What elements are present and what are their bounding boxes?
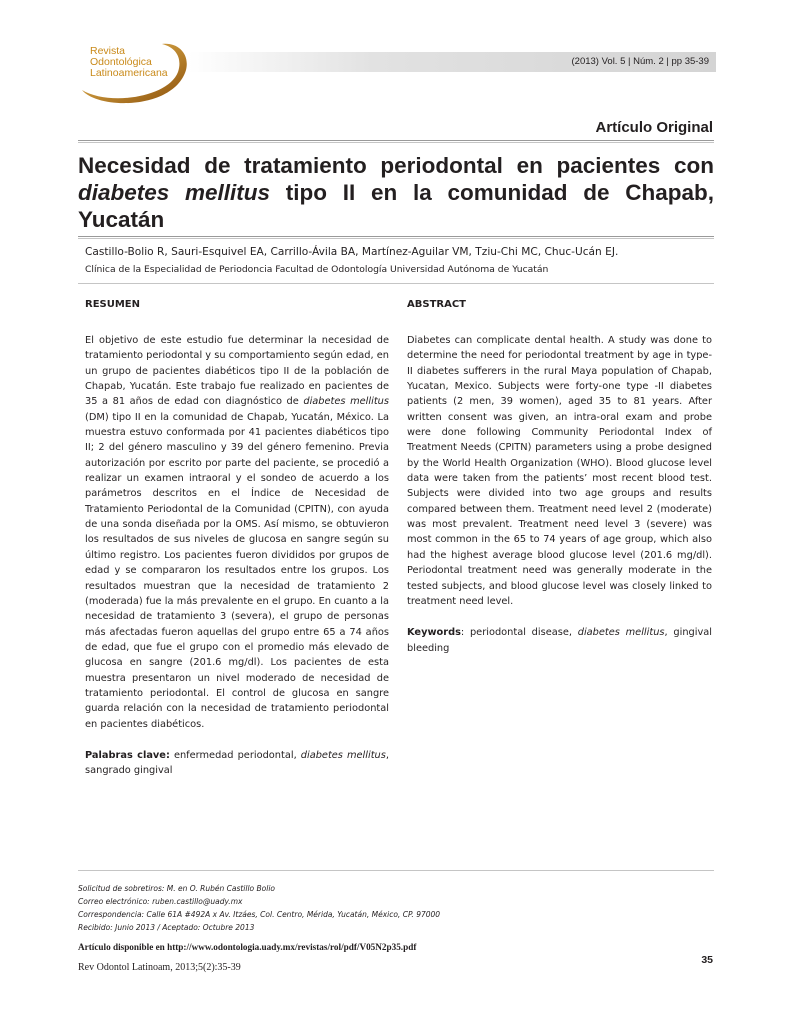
footnote: Solicitud de sobretiros: M. en O. Rubén Castillo Bolio bbox=[78, 884, 276, 893]
title-part: tipo II en la comunidad de Chapab, Yucatán bbox=[78, 180, 714, 232]
article-type: Artículo Original bbox=[595, 119, 713, 136]
footnotes bbox=[78, 882, 440, 934]
abstract-section bbox=[407, 333, 712, 656]
keywords bbox=[407, 625, 712, 656]
divider bbox=[78, 870, 714, 871]
title-part: Necesidad de tratamiento periodontal en pacientes con bbox=[78, 153, 714, 178]
footnote: Correo electrónico: ruben.castillo@uady.mx bbox=[78, 897, 243, 906]
keywords-text: : periodontal disease, bbox=[460, 627, 578, 639]
abstract-body: Diabetes can complicate dental health. A study was done to determine the need for periodontal treatment by age in type-II diabetes sufferers in the rural Maya population of Chapab, Yucatan, Mexico. Subjects were forty-one type -II diabetes patients (2 men, 39 women), aged 35 to 81 years. After written consent was given, an intra-oral exam and probe were done following Community Periodontal Index of Treatment Needs (CPITN) parameters using a probe designed by the World Health Organization (WHO). Blood glucose level data were taken from the patients’ most recent blood test. Subjects were divided into two age groups and results compared between them. Treatment need level 2 (moderate) was most prevalent. Treatment need level 3 (severe) was most common in the 65 to 74 years of age group, which also had the highest average blood glucose level (201.6 mg/dl). Periodontal treatment need was generally moderate in the tested subjects, and blood glucose level was closely linked to treatment need level. bbox=[407, 335, 712, 607]
keywords-italic: diabetes mellitus bbox=[300, 749, 386, 761]
author-list: Castillo-Bolio R, Sauri-Esquivel EA, Carrillo-Ávila BA, Martínez-Aguilar VM, Tziu-Chi MC, Chuc-Ucán EJ. bbox=[85, 246, 619, 258]
availability-link[interactable]: Artículo disponible en http://www.odontologia.uady.mx/revistas/rol/pdf/V05N2p35.pdf bbox=[78, 942, 417, 952]
resumen-body bbox=[85, 333, 389, 732]
divider bbox=[78, 140, 714, 141]
resumen-section bbox=[85, 333, 389, 779]
footnote: Recibido: Junio 2013 / Aceptado: Octubre 2013 bbox=[78, 923, 255, 932]
affiliation: Clínica de la Especialidad de Periodoncia Facultad de Odontología Universidad Autónoma de Yucatán bbox=[85, 264, 549, 275]
journal-logo-text bbox=[90, 46, 168, 79]
divider bbox=[78, 236, 714, 237]
keywords-label: Palabras clave: bbox=[85, 749, 170, 761]
logo-line: Revista bbox=[90, 45, 126, 57]
title-italic: diabetes mellitus bbox=[78, 180, 271, 205]
resumen-heading: RESUMEN bbox=[85, 299, 141, 310]
resumen-text: El objetivo de este estudio fue determinar la necesidad de tratamiento periodontal y su comportamiento según edad, en un grupo de pacientes diabéticos tipo II de la población de Chapab, Yucatán. Este trabajo fue realizado en pacientes de 35 a 81 años de edad con diagnóstico de bbox=[85, 335, 389, 408]
keywords-text: enfermedad periodontal, bbox=[169, 749, 301, 761]
keywords-italic: diabetes mellitus bbox=[577, 627, 665, 639]
logo-line: Odontológica bbox=[90, 56, 152, 68]
keywords-label: Keywords bbox=[407, 627, 461, 639]
page-number: 35 bbox=[701, 954, 713, 966]
citation: Rev Odontol Latinoam, 2013;5(2):35-39 bbox=[78, 962, 241, 973]
divider bbox=[78, 142, 714, 143]
palabras-clave bbox=[85, 748, 389, 779]
divider bbox=[78, 238, 714, 239]
keywords-text: , sangrado gingival bbox=[85, 749, 389, 777]
article-title bbox=[78, 152, 714, 233]
resumen-text: (DM) tipo II en la comunidad de Chapab, Yucatán, México. La muestra estuvo conformada por 41 pacientes diabéticos tipo II; 2 del género masculino y 39 del género femenino. Previa autorización por escrito por parte del paciente, se procedió a realizar un examen intraoral y el sondeo de acuerdo a los parámetros descritos en el Índice de Necesidad de Tratamiento Periodontal de la Comunidad (CPITN), con ayuda de una sonda diseñada por la OMS. Así mismo, se obtuvieron los resultados de sus niveles de glucosa en sangre según su último registro. Los pacientes fueron divididos por grupos de edad y se compararon los resultados entre los grupos. Los resultados muestran que la necesidad de tratamiento 2 (moderada) fue la más prevalente en el grupo. En cuanto a la necesidad de tratamiento 3 (severa), el grupo de personas más afectadas fueron aquellas del grupo entre 65 a 74 años de edad, que fue el grupo con el promedio más elevado de glucosa en sangre (201.6 mg/dl). Los pacientes de esta muestra presentaron un nivel moderado de necesidad de tratamiento periodontal. El control de glucosa en sangre guarda relación con la necesidad de tratamiento periodontal en pacientes diabéticos. bbox=[85, 411, 389, 730]
issue-info: (2013) Vol. 5 | Núm. 2 | pp 35-39 bbox=[571, 56, 709, 67]
divider bbox=[78, 283, 714, 284]
keywords-text: , gingival bleeding bbox=[407, 627, 712, 654]
resumen-italic: diabetes mellitus bbox=[303, 396, 389, 408]
abstract-heading: ABSTRACT bbox=[407, 299, 466, 310]
footnote: Correspondencia: Calle 61A #492A x Av. Itzáes, Col. Centro, Mérida, Yucatán, México, CP. 97000 bbox=[78, 910, 441, 919]
logo-line: Latinoamericana bbox=[90, 67, 168, 79]
